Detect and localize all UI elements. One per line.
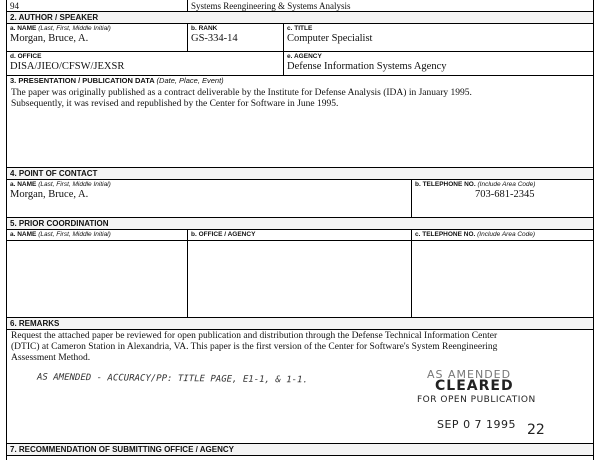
subject-row [7,0,593,12]
contact-phone: 703-681-2345 [475,189,535,200]
presentation-section [7,76,593,168]
remarks-line-1: Request the attached paper be reviewed for open publication and distribution through the Defense Technical Information Center [11,331,498,341]
stamp-cleared: CLEARED [435,378,514,394]
author-rank: GS-334-14 [191,33,238,44]
stamp-number: 22 [527,422,545,438]
subject-text: Systems Reengineering & Systems Analysis [187,0,593,11]
presentation-line-2: Subsequently, it was revised and republished by the Center for Software in June 1995. [11,99,339,109]
clearance-form [6,0,594,460]
item-number: 94 [10,1,19,11]
remarks-heading: 6. REMARKS [7,318,593,330]
author-title-cell [283,24,593,51]
contact-name-label: a. NAME [10,181,37,188]
prior-heading: 5. PRIOR COORDINATION [7,218,593,230]
prior-phone-hint: (Include Area Code) [477,231,536,238]
author-rank-label: b. RANK [191,25,218,32]
remarks-line-3: Assessment Method. [11,353,91,363]
prior-phone-cell [411,230,593,317]
author-office: DISA/JIEO/CFSW/JEXSR [10,61,125,72]
prior-row [7,230,593,318]
prior-office-cell [187,230,411,317]
author-office-label: d. OFFICE [10,53,42,60]
author-name-cell [7,24,187,51]
presentation-line-1: The paper was originally published as a contract deliverable by the Institute for Defense Analysis (IDA) in January 1995. [11,88,472,98]
remarks-line-2: (DTIC) at Cameron Station in Alexandria, VA. This paper is the first version of the Center for Software's System Reengineering [11,342,498,352]
author-heading: 2. AUTHOR / SPEAKER [7,12,593,24]
recommendation-heading: 7. RECOMMENDATION OF SUBMITTING OFFICE / AGENCY [7,444,593,456]
remarks-section [7,330,593,444]
contact-phone-cell [411,180,593,217]
prior-name-hint: (Last, First, Middle Initial) [38,231,111,238]
author-name: Morgan, Bruce, A. [10,33,89,44]
prior-header-rule [7,240,593,241]
prior-name-cell [7,230,187,317]
stamp-date: SEP 0 7 1995 [437,418,517,431]
author-name-row [7,24,593,52]
contact-phone-hint: (Include Area Code) [477,181,536,188]
contact-row [7,180,593,218]
author-office-cell [7,52,283,75]
author-agency-label: e. AGENCY [287,53,322,60]
author-name-label: a. NAME [10,25,37,32]
stamp-for-open-publication: FOR OPEN PUBLICATION [417,395,536,405]
contact-name-hint: (Last, First, Middle Initial) [38,181,111,188]
presentation-heading: 3. PRESENTATION / PUBLICATION DATA [10,76,155,85]
contact-heading: 4. POINT OF CONTACT [7,168,593,180]
author-title: Computer Specialist [287,33,373,44]
prior-office-label: b. OFFICE / AGENCY [191,231,256,238]
author-agency: Defense Information Systems Agency [287,61,447,72]
contact-name: Morgan, Bruce, A. [10,189,89,200]
contact-name-cell [7,180,411,217]
prior-phone-label: c. TELEPHONE NO. [415,231,476,238]
author-agency-cell [283,52,593,75]
author-title-label: c. TITLE [287,25,313,32]
stamp-amended: AS AMENDED [427,368,512,381]
author-office-row [7,52,593,76]
handwritten-annotation: AS AMENDED - ACCURACY/PP: TITLE PAGE, E1-1, & 1-1. [36,372,308,386]
author-name-hint: (Last, First, Middle Initial) [38,25,111,32]
prior-name-label: a. NAME [10,231,37,238]
author-rank-cell [187,24,283,51]
presentation-hint: (Date, Place, Event) [156,76,224,85]
contact-phone-label: b. TELEPHONE NO. [415,181,476,188]
